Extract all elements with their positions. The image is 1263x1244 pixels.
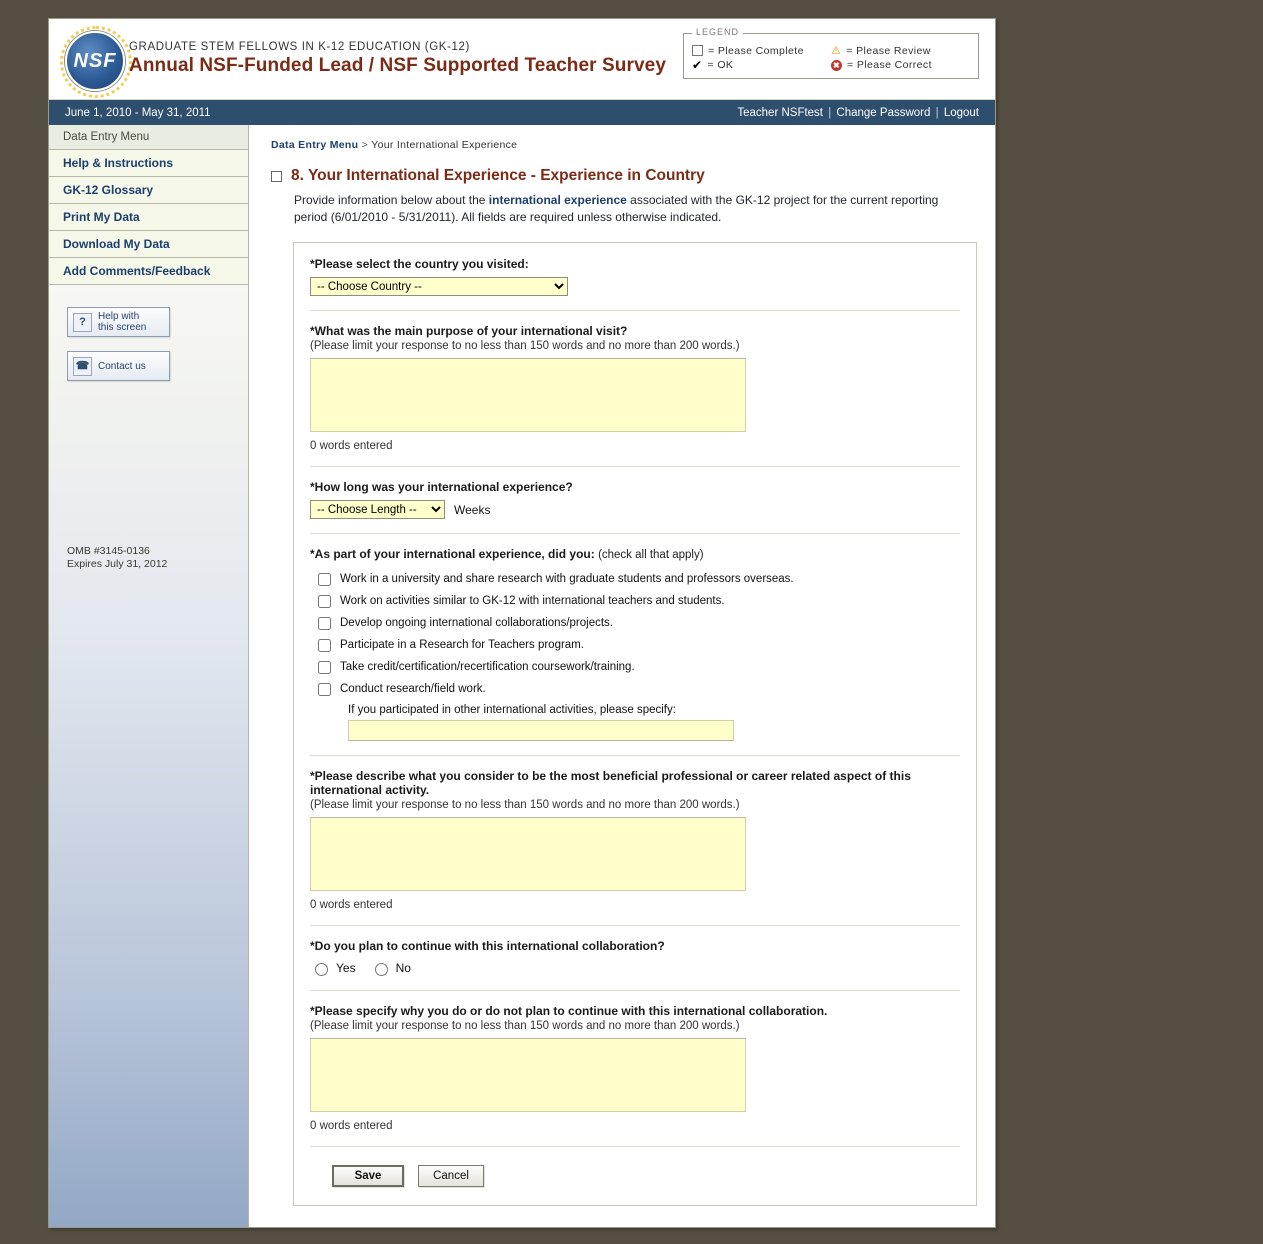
continue-label: *Do you plan to continue with this international collaboration? (310, 939, 665, 953)
continue-radio-group (310, 960, 960, 976)
divider (310, 990, 960, 991)
beneficial-textarea[interactable] (310, 817, 746, 891)
reporting-period: June 1, 2010 - May 31, 2011 (65, 106, 211, 119)
legend-item-please-complete (692, 44, 831, 57)
country-select[interactable] (310, 277, 568, 296)
section-description (294, 192, 974, 226)
sidebar-item-add-comments-feedback[interactable]: Add Comments/Feedback (49, 258, 248, 285)
section-status-checkbox-icon (271, 171, 282, 182)
session-bar (49, 100, 995, 125)
why-question (310, 1004, 960, 1132)
section-description-after: associated with the GK-12 project for the current reporting period (6/01/2010 - 5/31/2011). All fields are required unless otherwise indicated. (294, 193, 939, 224)
activities-label (310, 547, 960, 561)
legend-label: = Please Correct (847, 59, 932, 71)
activity-checkbox-university-research[interactable] (318, 573, 331, 586)
divider (310, 533, 960, 534)
length-unit-label: Weeks (454, 502, 491, 517)
checkmark-icon: ✔ (692, 58, 703, 72)
title-block (129, 41, 666, 77)
survey-form-panel (293, 242, 977, 1206)
divider (310, 925, 960, 926)
sidebar-item-download-my-data[interactable]: Download My Data (49, 231, 248, 258)
form-actions (310, 1165, 960, 1187)
purpose-hint: (Please limit your response to no less than 150 words and no more than 200 words.) (310, 340, 740, 352)
section-title-row (271, 167, 977, 185)
beneficial-question (310, 769, 960, 911)
activity-option-row[interactable] (318, 572, 960, 586)
why-hint: (Please limit your response to no less than 150 words and no more than 200 words.) (310, 1020, 740, 1032)
contact-button-label: Contact us (98, 360, 146, 372)
why-wordcount: 0 words entered (310, 1120, 393, 1132)
link-separator: | (935, 106, 939, 119)
beneficial-wordcount: 0 words entered (310, 899, 393, 911)
help-button-line2: this screen (98, 322, 147, 333)
why-textarea[interactable] (310, 1038, 746, 1112)
warning-triangle-icon: ⚠ (831, 45, 842, 57)
why-label: *Please specify why you do or do not plan to continue with this international collaboration. (310, 1004, 828, 1018)
legend-title: LEGEND (692, 27, 743, 37)
help-with-this-screen-button[interactable] (67, 307, 170, 337)
section-description-before: Provide information below about the (294, 193, 489, 207)
country-label: *Please select the country you visited: (310, 257, 529, 271)
activity-option-row[interactable] (318, 638, 960, 652)
length-question (310, 480, 960, 519)
omb-notice (67, 545, 167, 571)
question-mark-icon: ? (73, 313, 92, 332)
activity-label: Develop ongoing international collaborations/projects. (340, 617, 613, 629)
cancel-button[interactable]: Cancel (418, 1165, 484, 1187)
nsf-logo-icon: NSF (65, 31, 125, 91)
legend-panel (683, 27, 979, 79)
user-name: Teacher NSFtest (737, 106, 824, 119)
help-button-label (98, 311, 146, 333)
sidebar-item-glossary[interactable]: GK-12 Glossary (49, 177, 248, 204)
section-title: 8. Your International Experience - Experience in Country (291, 167, 705, 184)
main-content (249, 125, 995, 1227)
program-line: GRADUATE STEM FELLOWS IN K-12 EDUCATION (GK-12) (129, 41, 470, 53)
section-description-emphasis: international experience (488, 193, 627, 207)
continue-no-label: No (395, 961, 411, 975)
purpose-textarea[interactable] (310, 358, 746, 432)
activity-option-row[interactable] (318, 616, 960, 630)
activities-sublabel: (check all that apply) (598, 549, 704, 561)
activity-option-row[interactable] (318, 660, 960, 674)
activity-label: Work on activities similar to GK-12 with international teachers and students. (340, 595, 725, 607)
breadcrumb-separator: > (361, 139, 369, 151)
activities-question (310, 547, 960, 741)
length-label: *How long was your international experience? (310, 480, 573, 494)
activities-other-input[interactable] (348, 720, 734, 741)
contact-us-button[interactable] (67, 351, 170, 381)
length-select[interactable] (310, 500, 445, 519)
sidebar-heading: Data Entry Menu (49, 125, 248, 150)
purpose-label: *What was the main purpose of your international visit? (310, 324, 628, 338)
activity-checkbox-coursework-training[interactable] (318, 661, 331, 674)
activity-label: Conduct research/field work. (340, 683, 486, 695)
logout-link[interactable]: Logout (943, 106, 979, 119)
beneficial-hint: (Please limit your response to no less than 150 words and no more than 200 words.) (310, 799, 740, 811)
purpose-question (310, 324, 960, 452)
help-button-line1: Help with (98, 311, 140, 322)
activity-checkbox-research-field-work[interactable] (318, 683, 331, 696)
activity-checkbox-ongoing-collaborations[interactable] (318, 617, 331, 630)
change-password-link[interactable]: Change Password (836, 106, 931, 119)
sidebar-item-print-my-data[interactable]: Print My Data (49, 204, 248, 231)
breadcrumb-root-link[interactable]: Data Entry Menu (271, 139, 359, 151)
country-question (310, 257, 960, 296)
beneficial-label: *Please describe what you consider to be the most beneficial professional or career related aspect of this international activity. (310, 769, 911, 797)
error-circle-icon: ✖ (832, 60, 841, 70)
save-button[interactable]: Save (332, 1165, 404, 1187)
empty-checkbox-icon (692, 45, 703, 56)
activities-checkbox-list (318, 572, 960, 741)
legend-item-please-correct (831, 59, 970, 71)
activity-checkbox-gk12-similar[interactable] (318, 595, 331, 608)
activity-label: Work in a university and share research with graduate students and professors overseas. (340, 573, 794, 585)
legend-item-ok (692, 59, 831, 71)
legend-label: = Please Complete (708, 44, 804, 57)
page-title: Annual NSF-Funded Lead / NSF Supported Teacher Survey (129, 55, 667, 76)
telephone-icon: ☎ (73, 357, 92, 376)
legend-label: = OK (707, 59, 734, 71)
page-header (49, 19, 995, 100)
breadcrumb-current: Your International Experience (371, 139, 518, 151)
activity-label: Take credit/certification/recertification coursework/training. (340, 661, 635, 673)
activity-option-row[interactable] (318, 682, 960, 696)
divider (310, 755, 960, 756)
activities-label-text: *As part of your international experience, did you: (310, 547, 595, 561)
divider (310, 1146, 960, 1147)
activity-label: Participate in a Research for Teachers program. (340, 639, 584, 651)
purpose-wordcount: 0 words entered (310, 440, 393, 452)
activity-checkbox-research-for-teachers[interactable] (318, 639, 331, 652)
continue-radio-yes[interactable] (315, 963, 328, 976)
sidebar (49, 125, 249, 1227)
sidebar-buttons (67, 307, 248, 381)
legend-label: = Please Review (846, 44, 931, 57)
activity-option-row[interactable] (318, 594, 960, 608)
account-links (737, 107, 979, 119)
application-window (48, 18, 996, 1228)
continue-radio-no[interactable] (375, 963, 388, 976)
divider (310, 466, 960, 467)
omb-expiry: Expires July 31, 2012 (67, 558, 168, 570)
continue-yes-label: Yes (336, 961, 356, 975)
continue-question (310, 939, 960, 976)
sidebar-item-help-instructions[interactable]: Help & Instructions (49, 150, 248, 177)
breadcrumb (271, 139, 977, 151)
divider (310, 310, 960, 311)
legend-item-please-review (831, 44, 970, 57)
link-separator: | (828, 106, 832, 119)
activities-other-label: If you participated in other international activities, please specify: (348, 704, 676, 716)
omb-number: OMB #3145-0136 (67, 545, 150, 557)
